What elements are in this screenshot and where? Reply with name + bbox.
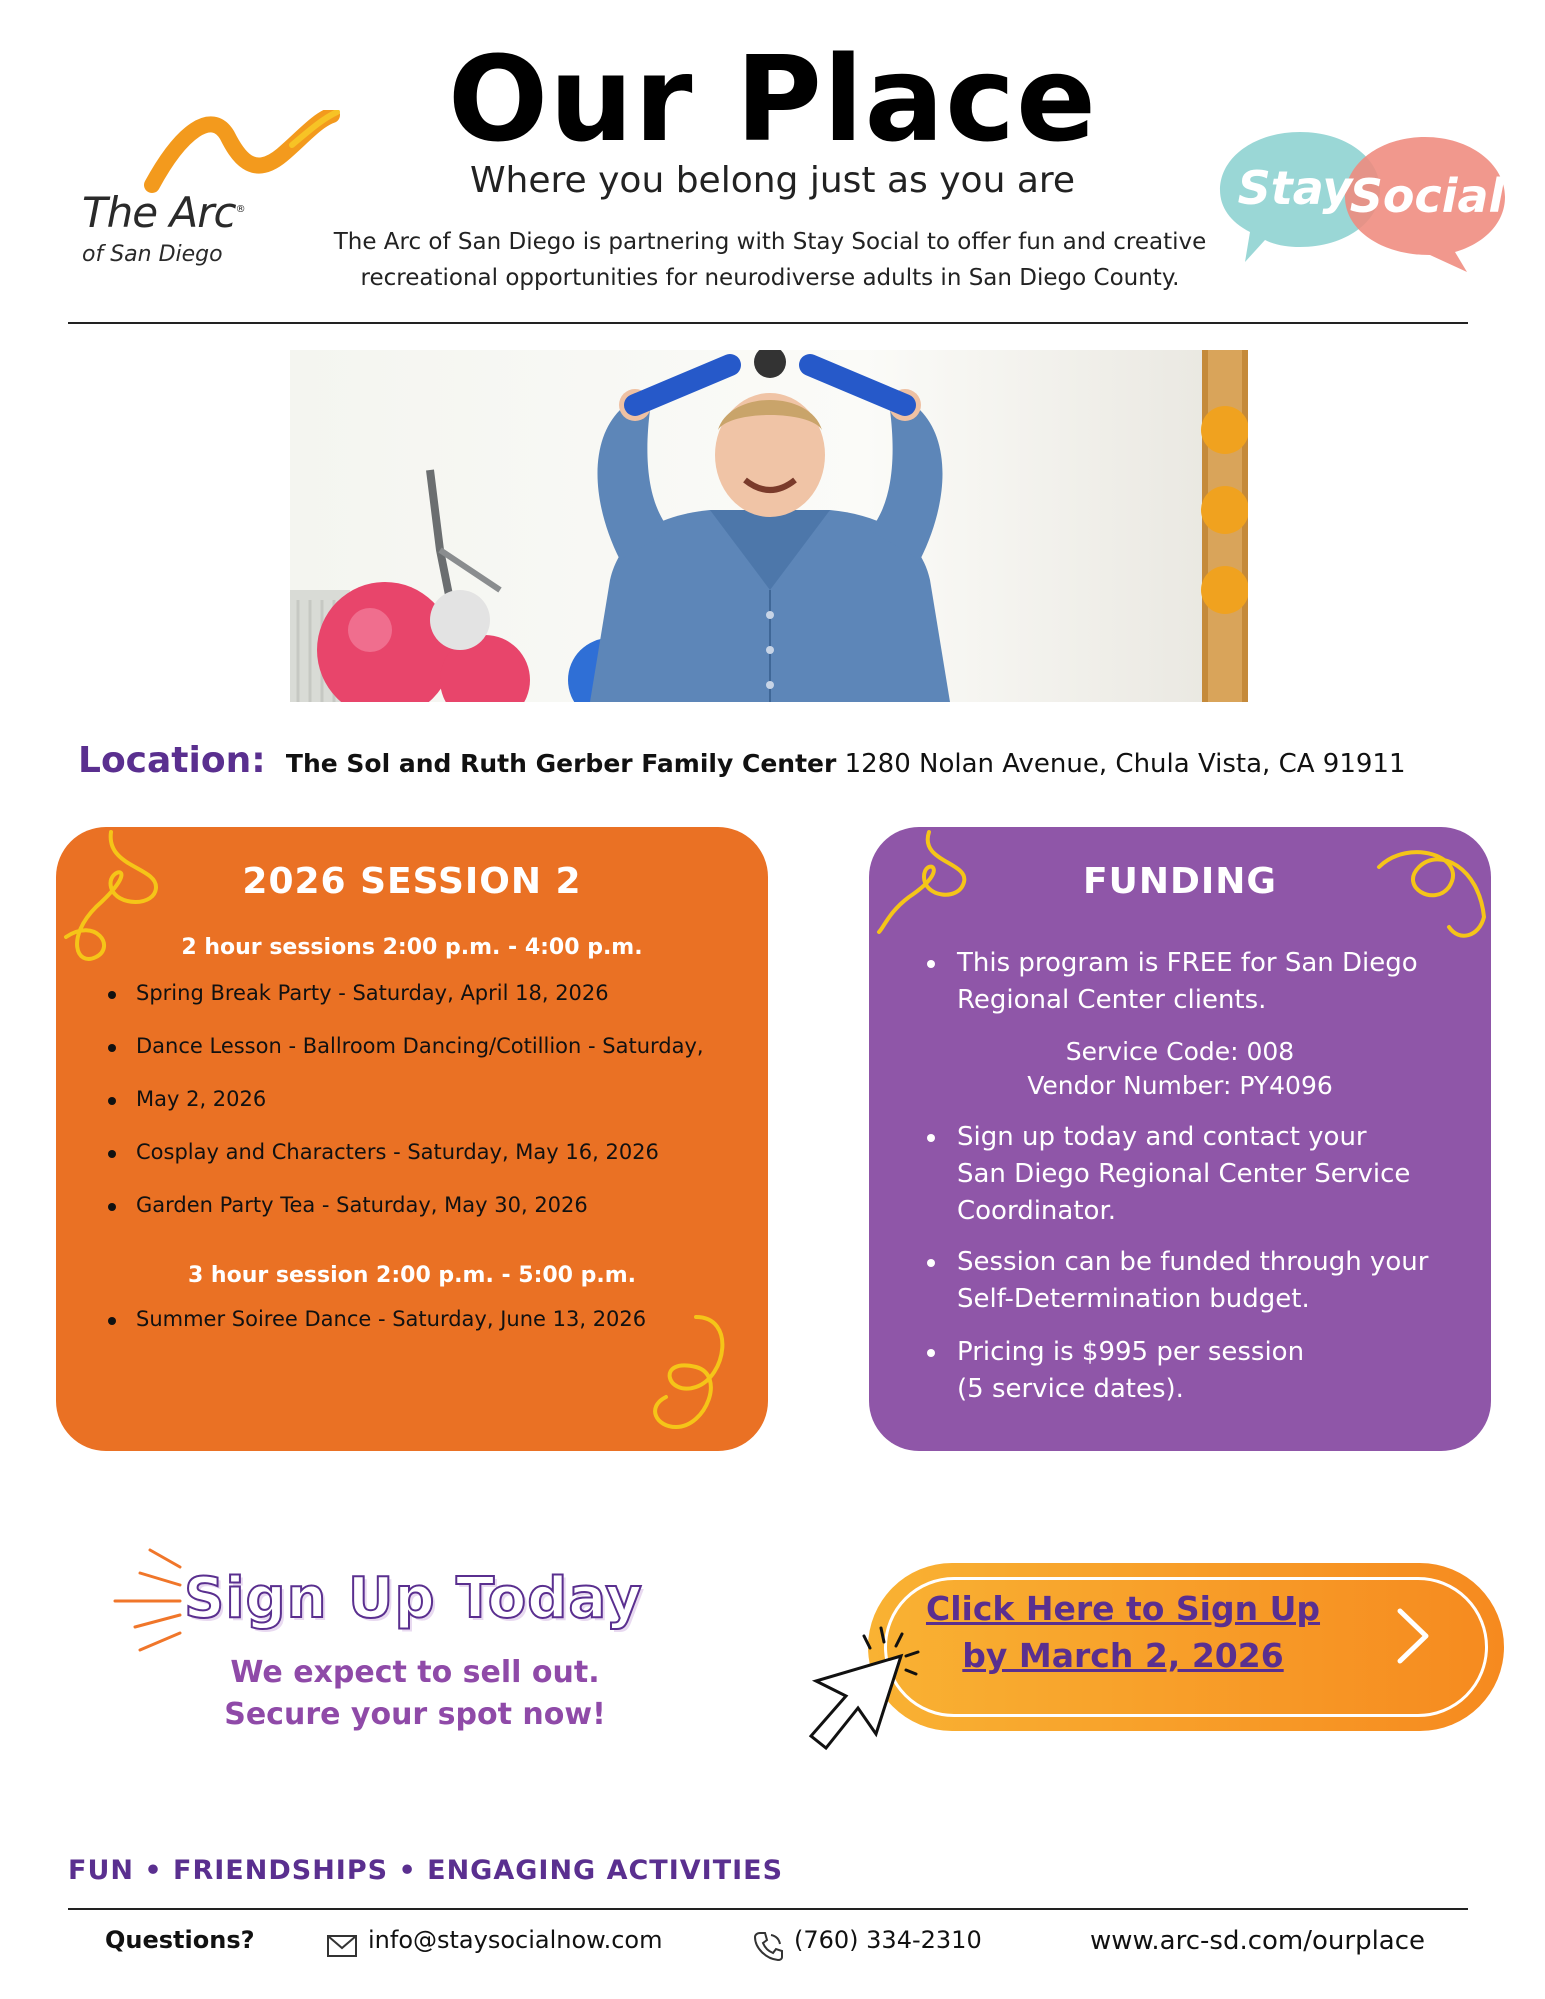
intro-line-2: recreational opportunities for neurodiverse adults in San Diego County. xyxy=(360,265,1180,291)
signup-note-line1: We expect to sell out. xyxy=(230,1655,600,1690)
cta-line2[interactable]: by March 2, 2026 xyxy=(962,1636,1284,1675)
signup-title: Sign Up Today xyxy=(184,1566,643,1631)
intro-text xyxy=(280,224,1260,296)
hero-photo xyxy=(290,350,1248,702)
website-link[interactable]: www.arc-sd.com/ourplace xyxy=(1090,1926,1426,1956)
arc-logo-sub: of San Diego xyxy=(82,242,223,267)
funding-title: FUNDING xyxy=(1083,861,1277,902)
session-event-list-2 xyxy=(102,1293,742,1346)
funding-list-2 xyxy=(919,1119,1459,1408)
list-item: Cosplay and Characters - Saturday, May 16, 2026 xyxy=(102,1126,742,1179)
location-label: Location: xyxy=(78,740,266,781)
man-exercising-image xyxy=(290,350,1248,702)
list-item xyxy=(919,945,1459,1019)
list-item: Spring Break Party - Saturday, April 18, 2026 xyxy=(102,967,742,1020)
cta-line1[interactable]: Click Here to Sign Up xyxy=(925,1589,1321,1628)
contact-phone[interactable]: (760) 334-2310 xyxy=(794,1926,982,1954)
session-subheading-2: 3 hour session 2:00 p.m. - 5:00 p.m. xyxy=(187,1263,637,1288)
session-panel xyxy=(56,827,768,1451)
funding-item3-line1: Session can be funded through your xyxy=(957,1247,1429,1277)
vendor-number: Vendor Number: PY4096 xyxy=(1027,1071,1333,1100)
funding-item1-line1: This program is FREE for San Diego xyxy=(957,948,1418,978)
signup-note-line2: Secure your spot now! xyxy=(224,1697,606,1732)
location-line xyxy=(78,740,1406,781)
signup-note xyxy=(180,1652,650,1736)
funding-item2-line1: Sign up today and contact your xyxy=(957,1122,1367,1152)
list-item xyxy=(919,1119,1459,1230)
list-item: Garden Party Tea - Saturday, May 30, 2026 xyxy=(102,1179,742,1232)
funding-panel xyxy=(869,827,1491,1451)
chevron-right-icon[interactable] xyxy=(1388,1601,1438,1671)
service-code: Service Code: 008 xyxy=(1065,1037,1295,1066)
speech-bubbles-icon xyxy=(1205,112,1515,272)
list-item: Dance Lesson - Ballroom Dancing/Cotillion - Saturday, xyxy=(102,1020,742,1073)
questions-label: Questions? xyxy=(105,1926,255,1954)
session-subheading-1: 2 hour sessions 2:00 p.m. - 4:00 p.m. xyxy=(181,935,643,960)
funding-item4-line1: Pricing is $995 per session xyxy=(957,1337,1305,1367)
social-word: Social xyxy=(1349,169,1505,223)
footer-divider xyxy=(68,1908,1468,1910)
intro-line-1: The Arc of San Diego is partnering with Stay Social to offer fun and creative xyxy=(333,229,1207,255)
location-address: 1280 Nolan Avenue, Chula Vista, CA 91911 xyxy=(844,749,1406,779)
arc-logo-name: The Arc xyxy=(82,188,236,237)
phone-icon xyxy=(752,1930,784,1962)
cursor-click-icon xyxy=(806,1626,926,1756)
list-item-continuation: May 2, 2026 xyxy=(102,1073,742,1126)
burst-lines-icon xyxy=(110,1545,190,1655)
funding-item2-line3: Coordinator. xyxy=(957,1196,1117,1226)
session-event-list-1 xyxy=(102,967,742,1232)
funding-item1-line2: Regional Center clients. xyxy=(957,985,1267,1015)
mail-icon xyxy=(326,1934,358,1958)
funding-item2-line2: San Diego Regional Center Service xyxy=(957,1159,1411,1189)
signup-cta-button[interactable] xyxy=(868,1563,1504,1731)
contact-email[interactable]: info@staysocialnow.com xyxy=(368,1926,663,1954)
funding-item3-line2: Self-Determination budget. xyxy=(957,1284,1310,1314)
funding-item4-line2: (5 service dates). xyxy=(957,1374,1184,1404)
location-venue: The Sol and Ruth Gerber Family Center xyxy=(285,749,837,778)
footer-tagline: FUN • FRIENDSHIPS • ENGAGING ACTIVITIES xyxy=(68,1855,784,1886)
list-item: Summer Soiree Dance - Saturday, June 13, 2026 xyxy=(102,1293,742,1346)
page-title: Our Place xyxy=(447,30,1098,168)
header-divider xyxy=(68,322,1468,324)
stay-social-logo xyxy=(1205,112,1515,272)
stay-word: Stay xyxy=(1237,161,1353,215)
list-item xyxy=(919,1334,1459,1408)
session-title: 2026 SESSION 2 xyxy=(242,861,582,902)
list-item xyxy=(919,1244,1459,1318)
funding-list-1 xyxy=(919,945,1459,1019)
signup-link[interactable] xyxy=(908,1585,1338,1679)
arc-logo-registered: ® xyxy=(235,204,245,215)
page-tagline: Where you belong just as you are xyxy=(469,160,1076,201)
